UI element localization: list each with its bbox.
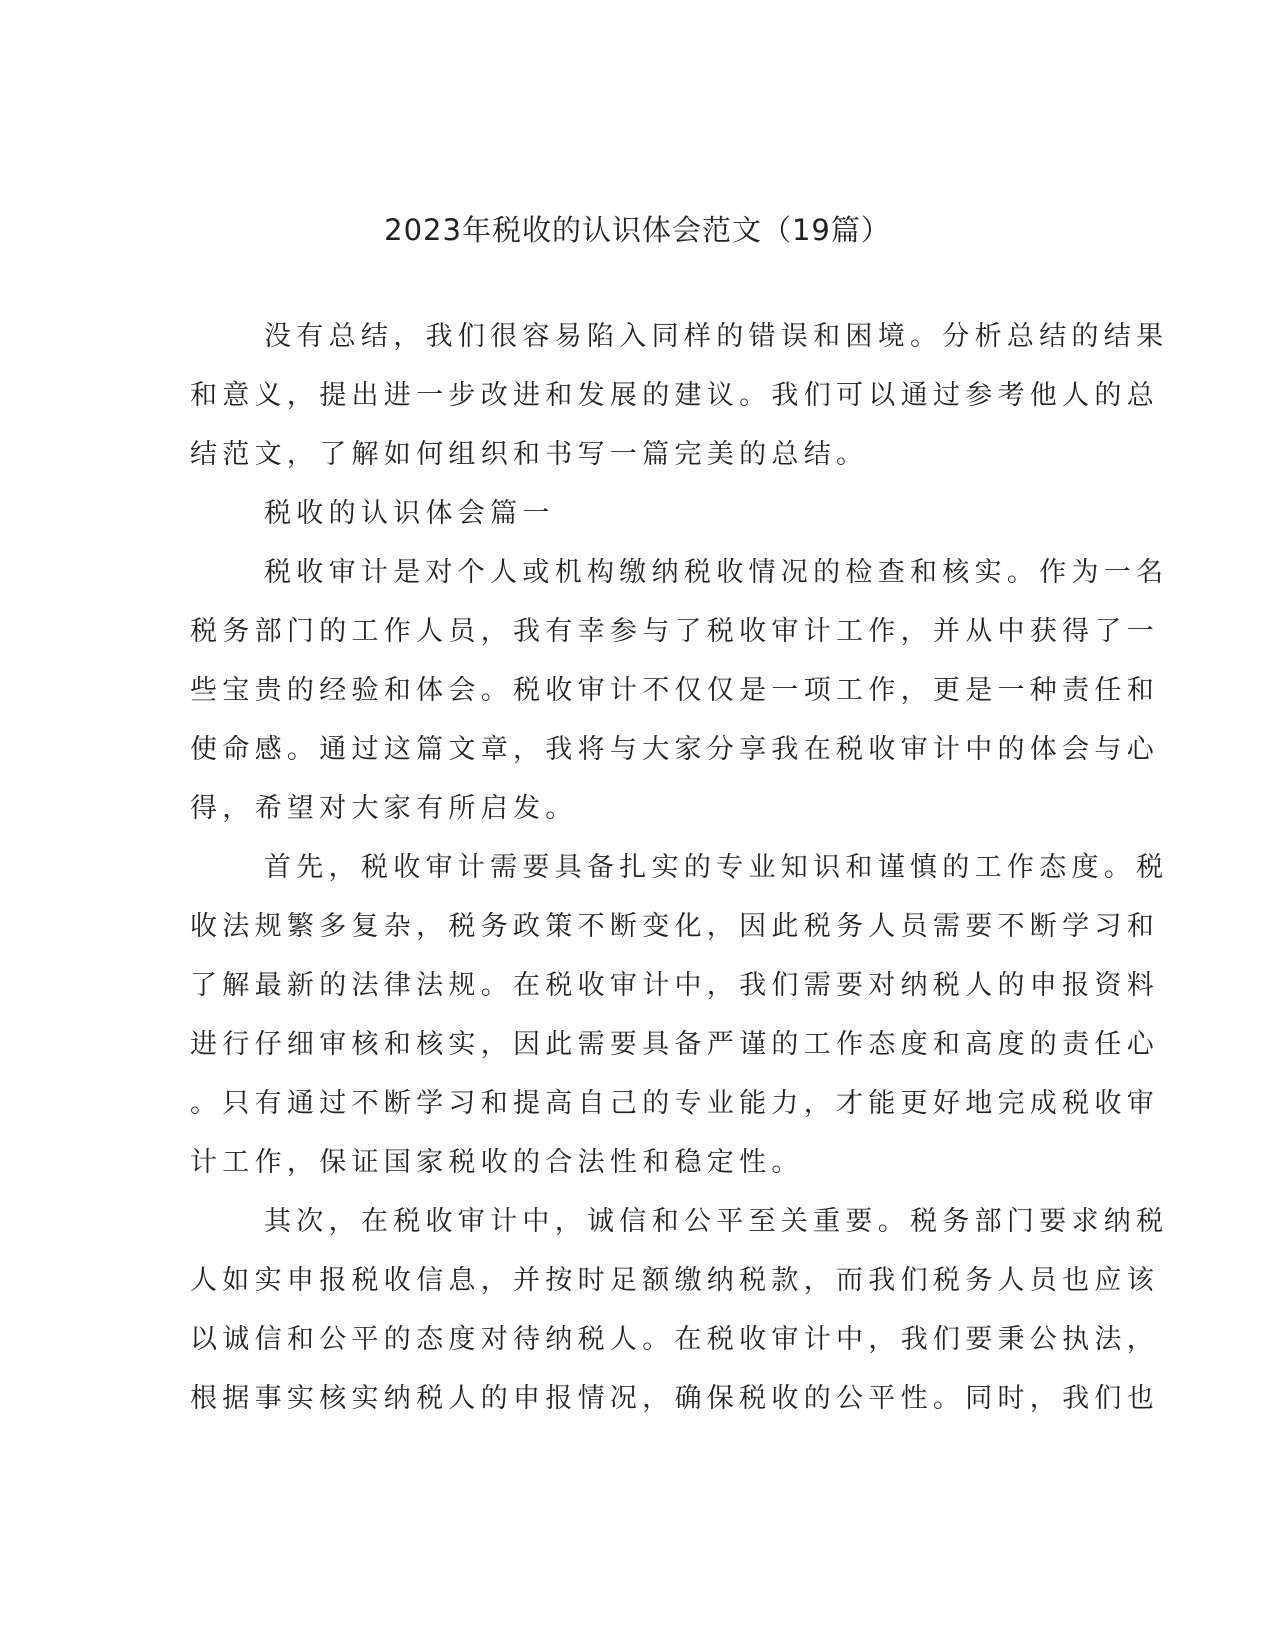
- document-title: 2023年税收的认识体会范文（19篇）: [384, 213, 891, 247]
- paragraph-line: 了解最新的法律法规。在税收审计中，我们需要对纳税人的申报资料: [190, 970, 1159, 1001]
- paragraph-line: 。只有通过不断学习和提高自己的专业能力，才能更好地完成税收审: [190, 1088, 1159, 1119]
- paragraph-line: 和意义，提出进一步改进和发展的建议。我们可以通过参考他人的总: [190, 380, 1159, 411]
- paragraph-line: 结范文，了解如何组织和书写一篇完美的总结。: [190, 439, 869, 470]
- paragraph-line: 使命感。通过这篇文章，我将与大家分享我在税收审计中的体会与心: [190, 734, 1159, 765]
- paragraph-line: 人如实申报税收信息，并按时足额缴纳税款，而我们税务人员也应该: [190, 1265, 1159, 1296]
- paragraph-line: 税务部门的工作人员，我有幸参与了税收审计工作，并从中获得了一: [190, 616, 1159, 647]
- paragraph-line: 以诚信和公平的态度对待纳税人。在税收审计中，我们要秉公执法，: [190, 1324, 1159, 1355]
- paragraph-line: 其次，在税收审计中，诚信和公平至关重要。税务部门要求纳税: [264, 1206, 1169, 1237]
- paragraph-line: 收法规繁多复杂，税务政策不断变化，因此税务人员需要不断学习和: [190, 911, 1159, 942]
- paragraph-line: 税收审计是对个人或机构缴纳税收情况的检查和核实。作为一名: [264, 557, 1169, 588]
- paragraph-line: 得，希望对大家有所启发。: [190, 793, 578, 824]
- paragraph-line: 些宝贵的经验和体会。税收审计不仅仅是一项工作，更是一种责任和: [190, 675, 1159, 706]
- paragraph-line: 首先，税收审计需要具备扎实的专业知识和谨慎的工作态度。税: [264, 852, 1169, 883]
- paragraph-line: 计工作，保证国家税收的合法性和稳定性。: [190, 1147, 804, 1178]
- paragraph-line: 进行仔细审核和核实，因此需要具备严谨的工作态度和高度的责任心: [190, 1029, 1159, 1060]
- paragraph-line: 没有总结，我们很容易陷入同样的错误和困境。分析总结的结果: [264, 321, 1169, 352]
- paragraph-line: 根据事实核实纳税人的申报情况，确保税收的公平性。同时，我们也: [190, 1383, 1159, 1414]
- section-heading: 税收的认识体会篇一: [264, 498, 555, 529]
